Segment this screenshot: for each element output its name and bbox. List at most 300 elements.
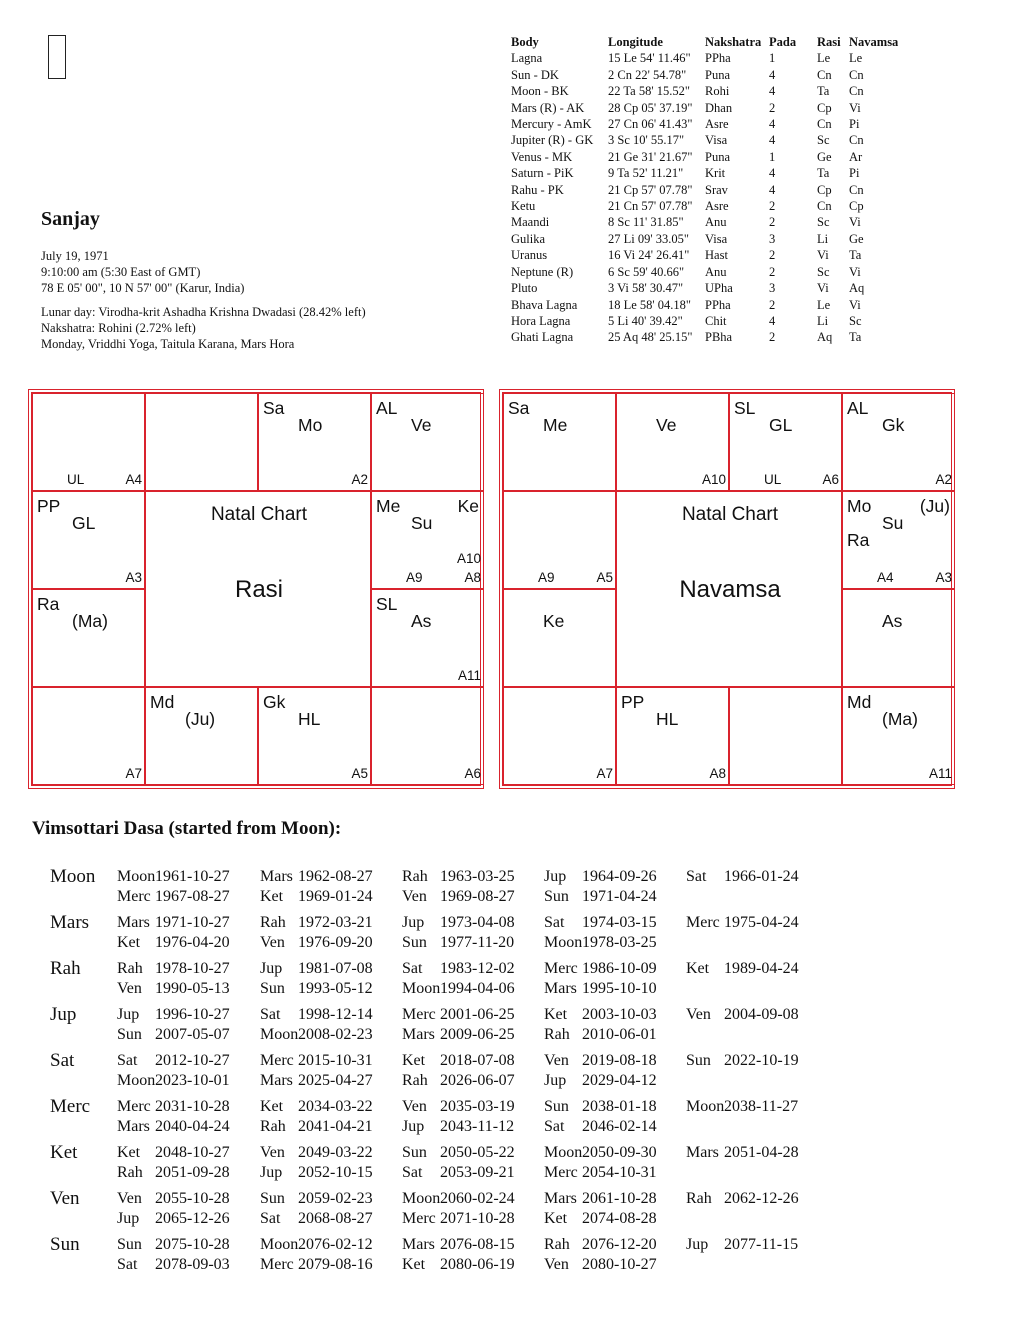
antar-lord: Rah — [402, 1072, 428, 1089]
antar-date: 2076-02-12 — [298, 1236, 373, 1253]
birth-date: July 19, 1971 — [41, 249, 109, 263]
arudha-label: A8 — [464, 570, 481, 585]
planet-cell-nakshatra: PPha — [705, 51, 731, 66]
antar-lord: Ket — [260, 888, 284, 905]
planet-row — [511, 116, 898, 132]
antar-dasa-entry — [402, 1118, 514, 1136]
antar-lord: Mars — [544, 980, 577, 997]
planet-cell-pada: 2 — [769, 264, 776, 279]
antar-lord: Merc — [260, 1256, 294, 1273]
antar-dasa-entry — [402, 1006, 515, 1024]
antar-lord: Ven — [544, 1256, 569, 1273]
planet-label: Su — [882, 513, 904, 533]
planet-cell-nakshatra: Asre — [705, 117, 729, 132]
planet-cell-longitude: 5 Li 40' 39.42" — [608, 313, 683, 328]
antar-date: 2054-10-31 — [582, 1164, 657, 1181]
planet-label: Sa — [508, 398, 530, 418]
antar-dasa-entry — [117, 1118, 230, 1136]
antar-lord: Sun — [686, 1052, 711, 1069]
planet-row — [511, 165, 898, 181]
planet-cell-longitude: 27 Li 09' 33.05" — [608, 231, 689, 246]
navamsa-house-r0c1 — [616, 393, 729, 491]
antar-date: 2071-10-28 — [440, 1210, 515, 1227]
antar-dasa-entry — [544, 980, 657, 998]
birth-time: 9:10:00 am (5:30 East of GMT) — [41, 265, 201, 279]
antar-date: 2080-10-27 — [582, 1256, 657, 1273]
antar-dasa-entry — [260, 1026, 373, 1044]
antar-date: 2065-12-26 — [155, 1210, 230, 1227]
planet-cell-longitude: 28 Cp 05' 37.19" — [608, 100, 693, 115]
navamsa-house-r1c0 — [503, 491, 616, 589]
planet-cell-rasi: Li — [817, 231, 829, 246]
planet-cell-body: Neptune (R) — [511, 264, 574, 279]
planet-label: SL — [376, 594, 398, 614]
planet-cell-nakshatra: Asre — [705, 199, 729, 214]
antar-dasa-entry — [544, 1210, 657, 1228]
planet-label: HL — [656, 709, 679, 729]
planet-row — [511, 297, 898, 313]
antar-lord: Sat — [117, 1256, 138, 1273]
antar-date: 1961-10-27 — [155, 868, 230, 885]
planet-cell-longitude: 2 Cn 22' 54.78" — [608, 67, 687, 82]
antar-date: 1983-12-02 — [440, 960, 515, 977]
antar-lord: Moon — [544, 1144, 583, 1161]
antar-lord: Sun — [117, 1026, 142, 1043]
antar-lord: Ket — [402, 1052, 426, 1069]
arudha-label: A3 — [125, 570, 142, 585]
planet-cell-nakshatra: Srav — [705, 182, 728, 197]
antar-dasa-entry — [117, 1006, 230, 1024]
antar-lord: Ven — [260, 1144, 285, 1161]
navamsa-house-r3c3 — [842, 687, 955, 785]
antar-date: 1995-10-10 — [582, 980, 657, 997]
planet-row — [511, 67, 898, 83]
antar-dasa-entry — [117, 980, 230, 998]
antar-dasa-entry — [260, 888, 373, 906]
antar-lord: Jup — [544, 1072, 567, 1089]
antar-dasa-entry — [402, 868, 515, 886]
maha-dasa-lord: Ven — [50, 1188, 80, 1209]
navamsa-house-r1c3 — [842, 491, 955, 589]
col-header-pada: Pada — [769, 35, 797, 49]
planet-cell-rasi: Cn — [817, 117, 832, 132]
rasi-house-r0c0 — [32, 393, 145, 491]
antar-dasa-entry — [260, 960, 373, 978]
antar-lord: Moon — [402, 1190, 441, 1207]
planet-row — [511, 132, 898, 148]
antar-lord: Sun — [544, 888, 569, 905]
antar-dasa-entry — [544, 1190, 657, 1208]
planet-cell-body: Mercury - AmK — [511, 117, 592, 132]
antar-dasa-entry — [544, 1164, 657, 1182]
planet-label: Gk — [263, 692, 286, 712]
planet-cell-rasi: Cp — [817, 182, 832, 197]
antar-date: 2043-11-12 — [440, 1118, 515, 1135]
planet-label: Ra — [847, 530, 870, 550]
antar-lord: Jup — [117, 1006, 140, 1023]
maha-dasa-lord: Mars — [50, 912, 90, 933]
planet-cell-longitude: 25 Aq 48' 25.15" — [608, 330, 693, 345]
logo-placeholder — [48, 35, 66, 79]
antar-date: 1969-01-24 — [298, 888, 373, 905]
arudha-label: A2 — [935, 472, 952, 487]
arudha-label: A10 — [701, 472, 726, 487]
antar-date: 1993-05-12 — [298, 980, 373, 997]
col-header-navamsa: Navamsa — [849, 35, 899, 49]
arudha-label: A6 — [464, 766, 481, 781]
antar-date: 2052-10-15 — [298, 1164, 373, 1181]
antar-lord: Rah — [544, 1026, 570, 1043]
antar-lord: Ket — [117, 1144, 141, 1161]
navamsa-house-r2c3 — [842, 589, 955, 687]
planet-cell-nakshatra: Anu — [705, 215, 727, 230]
planet-cell-navamsa: Cn — [849, 67, 864, 82]
antar-lord: Ven — [402, 1098, 427, 1115]
antar-dasa-entry — [402, 1026, 515, 1044]
antar-date: 1971-10-27 — [155, 914, 230, 931]
planet-cell-navamsa: Vi — [849, 297, 861, 312]
rasi-house-r3c0 — [32, 687, 145, 785]
arudha-label: A2 — [351, 472, 368, 487]
antar-lord: Jup — [402, 1118, 425, 1135]
maha-dasa-lord: Merc — [50, 1096, 91, 1117]
antar-lord: Sun — [117, 1236, 142, 1253]
planet-cell-navamsa: Cp — [849, 199, 864, 214]
planet-row — [511, 264, 898, 280]
antar-date: 1972-03-21 — [298, 914, 373, 931]
rasi-house-r3c1 — [145, 687, 258, 785]
maha-dasa-lord: Ket — [50, 1142, 78, 1163]
antar-dasa-entry — [402, 1052, 515, 1070]
maha-dasa-lord: Sat — [50, 1050, 75, 1071]
antar-date: 2038-01-18 — [582, 1098, 657, 1115]
antar-lord: Ket — [686, 960, 710, 977]
arudha-label: A11 — [457, 668, 481, 683]
antar-date: 2068-08-27 — [298, 1210, 373, 1227]
antar-date: 2040-04-24 — [155, 1118, 230, 1135]
antar-date: 2003-10-03 — [582, 1006, 657, 1023]
planet-label: Gk — [882, 415, 905, 435]
antar-dasa-entry — [117, 1164, 230, 1182]
navamsa-house-r0c2 — [729, 393, 842, 491]
antar-date: 2060-02-24 — [440, 1190, 515, 1207]
planet-row — [511, 231, 898, 247]
antar-lord: Ven — [686, 1006, 711, 1023]
antar-lord: Rah — [544, 1236, 570, 1253]
antar-dasa-entry — [117, 1052, 230, 1070]
planet-cell-pada: 4 — [769, 84, 776, 99]
antar-date: 2035-03-19 — [440, 1098, 515, 1115]
antar-lord: Ket — [544, 1006, 568, 1023]
planet-cell-rasi: Sc — [817, 215, 830, 230]
planet-label: Ke — [457, 496, 479, 516]
arudha-label: A7 — [596, 766, 613, 781]
antar-lord: Jup — [260, 960, 283, 977]
antar-dasa-entry — [117, 1256, 230, 1274]
antar-date: 2051-09-28 — [155, 1164, 230, 1181]
maha-dasa-lord: Rah — [50, 958, 81, 979]
antar-lord: Merc — [260, 1052, 294, 1069]
antar-lord: Rah — [117, 1164, 143, 1181]
planet-cell-pada: 4 — [769, 166, 776, 181]
antar-date: 1966-01-24 — [724, 868, 799, 885]
col-header-rasi: Rasi — [817, 35, 841, 49]
planet-cell-navamsa: Vi — [849, 100, 861, 115]
antar-date: 2026-06-07 — [440, 1072, 515, 1089]
planet-label: Ra — [37, 594, 60, 614]
antar-lord: Moon — [117, 1072, 156, 1089]
planet-label: Ve — [411, 415, 432, 435]
planet-cell-rasi: Ge — [817, 149, 832, 164]
planet-label: GL — [769, 415, 793, 435]
planet-cell-pada: 2 — [769, 100, 776, 115]
antar-lord: Sun — [544, 1098, 569, 1115]
planet-cell-longitude: 21 Ge 31' 21.67" — [608, 149, 693, 164]
planet-cell-nakshatra: Visa — [705, 231, 728, 246]
antar-dasa-entry — [402, 1098, 515, 1116]
arudha-label: A6 — [822, 472, 839, 487]
planet-label: AL — [847, 398, 869, 418]
col-header-nakshatra: Nakshatra — [705, 35, 762, 49]
antar-lord: Moon — [117, 868, 156, 885]
antar-lord: Rah — [117, 960, 143, 977]
antar-dasa-entry — [402, 1144, 515, 1162]
antar-dasa-entry — [260, 1052, 373, 1070]
planet-cell-navamsa: Ar — [849, 149, 863, 164]
antar-date: 2053-09-21 — [440, 1164, 515, 1181]
planet-cell-body: Moon - BK — [511, 84, 569, 99]
antar-date: 2001-06-25 — [440, 1006, 515, 1023]
antar-date: 2062-12-26 — [724, 1190, 799, 1207]
antar-dasa-entry — [686, 914, 799, 932]
planet-cell-rasi: Aq — [817, 330, 833, 345]
antar-lord: Sat — [402, 1164, 423, 1181]
planet-row — [511, 280, 898, 296]
planet-cell-nakshatra: Dhan — [705, 100, 733, 115]
antar-lord: Mars — [117, 914, 150, 931]
planet-label: (Ma) — [882, 709, 918, 729]
planet-cell-nakshatra: Puna — [705, 149, 730, 164]
antar-date: 1998-12-14 — [298, 1006, 373, 1023]
planet-cell-nakshatra: Krit — [705, 166, 726, 181]
antar-dasa-entry — [117, 1190, 230, 1208]
antar-date: 2031-10-28 — [155, 1098, 230, 1115]
antar-date: 1974-03-15 — [582, 914, 657, 931]
planet-cell-pada: 2 — [769, 330, 776, 345]
antar-date: 2007-05-07 — [155, 1026, 230, 1043]
antar-dasa-entry — [402, 888, 515, 906]
antar-dasa-entry — [544, 914, 657, 932]
planet-cell-longitude: 22 Ta 58' 15.52" — [608, 84, 690, 99]
planet-cell-rasi: Cn — [817, 67, 832, 82]
antar-dasa-entry — [117, 960, 230, 978]
antar-dasa-entry — [544, 1144, 657, 1162]
antar-lord: Merc — [402, 1006, 436, 1023]
antar-dasa-entry — [117, 1144, 230, 1162]
antar-date: 2079-08-16 — [298, 1256, 373, 1273]
antar-date: 2029-04-12 — [582, 1072, 657, 1089]
antar-dasa-entry — [544, 1256, 657, 1274]
planet-table — [511, 34, 898, 346]
planet-cell-pada: 4 — [769, 182, 776, 197]
antar-dasa-entry — [544, 1072, 657, 1090]
maha-dasa-lord: Sun — [50, 1234, 80, 1255]
antar-date: 2077-11-15 — [724, 1236, 799, 1253]
planet-label: Mo — [847, 496, 872, 516]
antar-lord: Sun — [260, 1190, 285, 1207]
rasi-chart-name: Rasi — [234, 576, 283, 603]
lunar-day: Lunar day: Virodha-krit Ashadha Krishna Dwadasi (28.42% left) — [41, 305, 366, 319]
antar-dasa-entry — [544, 1118, 657, 1136]
planet-cell-pada: 1 — [769, 149, 776, 164]
antar-lord: Merc — [686, 914, 720, 931]
planet-cell-body: Venus - MK — [511, 149, 573, 164]
antar-dasa-entry — [260, 1072, 373, 1090]
antar-lord: Moon — [402, 980, 441, 997]
antar-dasa-entry — [260, 1118, 373, 1136]
antar-date: 1989-04-24 — [724, 960, 799, 977]
antar-date: 2051-04-28 — [724, 1144, 799, 1161]
planet-cell-body: Rahu - PK — [511, 182, 564, 197]
planet-cell-rasi: Le — [817, 297, 831, 312]
antar-dasa-entry — [117, 1210, 230, 1228]
planet-cell-rasi: Sc — [817, 133, 830, 148]
antar-dasa-entry — [402, 1236, 515, 1254]
antar-lord: Ven — [544, 1052, 569, 1069]
antar-lord: Ven — [402, 888, 427, 905]
planet-label: Md — [150, 692, 175, 712]
rasi-house-r2c3 — [371, 589, 484, 687]
planet-row — [511, 198, 898, 214]
antar-dasa-entry — [686, 1006, 799, 1024]
antar-dasa-entry — [260, 1164, 373, 1182]
planet-cell-body: Pluto — [511, 281, 538, 296]
navamsa-house-r3c2 — [729, 687, 842, 785]
planet-label: GL — [72, 513, 96, 533]
antar-dasa-entry — [260, 980, 373, 998]
planet-cell-rasi: Ta — [817, 84, 830, 99]
antar-date: 1994-04-06 — [440, 980, 515, 997]
planet-label: (Ma) — [72, 611, 108, 631]
antar-dasa-entry — [402, 934, 514, 952]
planet-cell-navamsa: Cn — [849, 133, 864, 148]
antar-date: 2038-11-27 — [724, 1098, 799, 1115]
planet-label: Mo — [298, 415, 323, 435]
antar-date: 2050-05-22 — [440, 1144, 515, 1161]
antar-lord: Merc — [544, 1164, 578, 1181]
navamsa-chart — [499, 389, 955, 789]
planet-cell-longitude: 9 Ta 52' 11.21" — [608, 166, 684, 181]
planet-cell-navamsa: Vi — [849, 264, 861, 279]
antar-dasa-entry — [260, 1098, 373, 1116]
planet-cell-navamsa: Ta — [849, 330, 862, 345]
planet-label: SL — [734, 398, 756, 418]
antar-lord: Sat — [260, 1006, 281, 1023]
planet-label: Sa — [263, 398, 285, 418]
navamsa-house-r2c0 — [503, 589, 616, 687]
planet-cell-rasi: Sc — [817, 264, 830, 279]
planet-cell-pada: 4 — [769, 117, 776, 132]
antar-date: 1978-03-25 — [582, 934, 657, 951]
antar-date: 2076-12-20 — [582, 1236, 657, 1253]
planet-cell-nakshatra: Chit — [705, 313, 727, 328]
antar-dasa-entry — [260, 1256, 373, 1274]
planet-label: As — [882, 611, 903, 631]
planet-cell-pada: 2 — [769, 215, 776, 230]
antar-date: 1986-10-09 — [582, 960, 657, 977]
antar-date: 1962-08-27 — [298, 868, 373, 885]
antar-date: 1978-10-27 — [155, 960, 230, 977]
col-header-longitude: Longitude — [608, 35, 663, 49]
rasi-house-r1c0 — [32, 491, 145, 589]
planet-cell-nakshatra: Visa — [705, 133, 728, 148]
planet-cell-longitude: 21 Cn 57' 07.78" — [608, 199, 693, 214]
rasi-chart-center — [145, 491, 371, 687]
planet-label: Me — [376, 496, 401, 516]
antar-dasa-entry — [544, 1236, 657, 1254]
antar-date: 1990-05-13 — [155, 980, 230, 997]
antar-lord: Ket — [117, 934, 141, 951]
planet-cell-navamsa: Pi — [849, 117, 860, 132]
planet-cell-longitude: 21 Cp 57' 07.78" — [608, 182, 693, 197]
antar-date: 2048-10-27 — [155, 1144, 230, 1161]
antar-lord: Jup — [402, 914, 425, 931]
planet-label: HL — [298, 709, 321, 729]
antar-lord: Mars — [686, 1144, 719, 1161]
maha-dasa-lord: Moon — [50, 866, 96, 887]
antar-lord: Mars — [402, 1236, 435, 1253]
planet-cell-nakshatra: PBha — [705, 330, 733, 345]
planet-row — [511, 329, 898, 345]
navamsa-chart-center — [616, 491, 842, 687]
planet-cell-pada: 4 — [769, 313, 776, 328]
antar-dasa-entry — [260, 934, 373, 952]
antar-lord: Mars — [260, 868, 293, 885]
antar-dasa-entry — [117, 1072, 230, 1090]
arudha-label: A9 — [406, 570, 423, 585]
antar-date: 2049-03-22 — [298, 1144, 373, 1161]
planet-cell-rasi: Vi — [817, 248, 829, 263]
col-header-body: Body — [511, 35, 539, 49]
planet-cell-nakshatra: UPha — [705, 281, 733, 296]
rasi-house-r0c3 — [371, 393, 484, 491]
antar-dasa-entry — [544, 1006, 657, 1024]
antar-lord: Rah — [260, 914, 286, 931]
nakshatra-line: Nakshatra: Rohini (2.72% left) — [41, 321, 196, 335]
antar-date: 1973-04-08 — [440, 914, 515, 931]
planet-cell-longitude: 16 Vi 24' 26.41" — [608, 248, 690, 263]
planet-cell-longitude: 27 Cn 06' 41.43" — [608, 117, 693, 132]
antar-dasa-entry — [260, 1190, 373, 1208]
antar-date: 2055-10-28 — [155, 1190, 230, 1207]
planet-label: Ke — [543, 611, 565, 631]
antar-date: 2059-02-23 — [298, 1190, 373, 1207]
arudha-label: A5 — [596, 570, 613, 585]
planet-row — [511, 247, 898, 263]
antar-date: 1963-03-25 — [440, 868, 515, 885]
navamsa-house-r3c1 — [616, 687, 729, 785]
planet-cell-navamsa: Pi — [849, 166, 860, 181]
planet-row — [511, 50, 898, 66]
planet-cell-body: Bhava Lagna — [511, 297, 578, 312]
navamsa-house-r3c0 — [503, 687, 616, 785]
antar-lord: Sun — [402, 934, 427, 951]
antar-lord: Rah — [260, 1118, 286, 1135]
antar-date: 2025-04-27 — [298, 1072, 373, 1089]
antar-date: 2015-10-31 — [298, 1052, 373, 1069]
planet-cell-body: Sun - DK — [511, 67, 559, 82]
antar-date: 2076-08-15 — [440, 1236, 515, 1253]
